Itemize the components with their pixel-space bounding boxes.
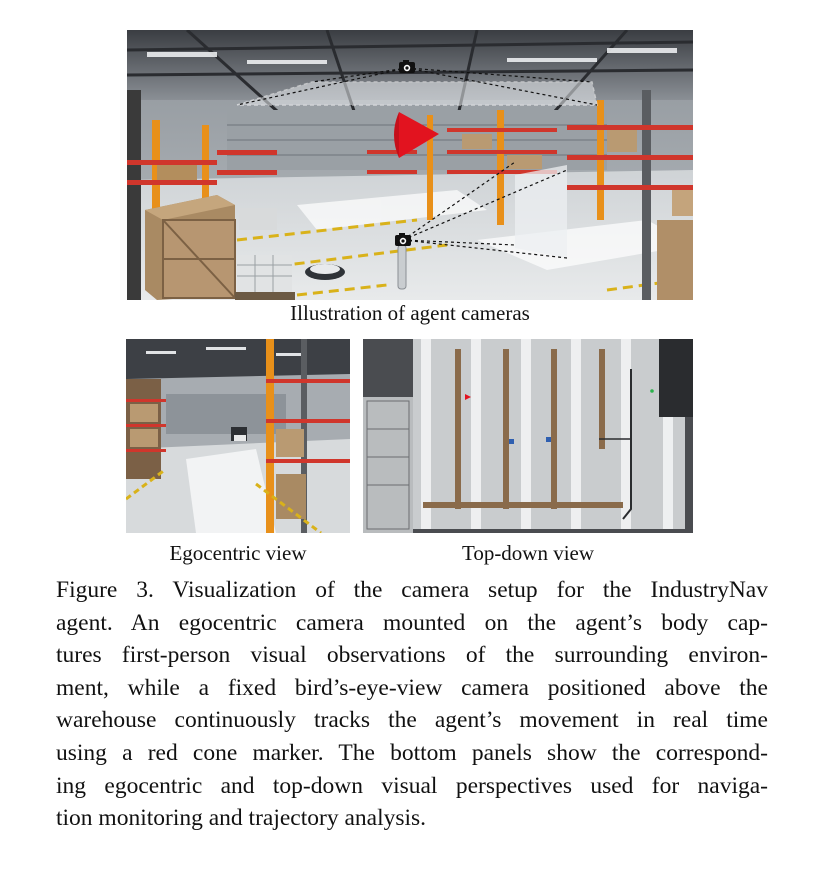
- egocentric-view-panel: [126, 339, 350, 533]
- caption-line: Figure 3. Visualization of the camera setup for the IndustryNav: [56, 577, 768, 603]
- figure-caption: [56, 574, 768, 835]
- topdown-view-image: [363, 339, 693, 533]
- topdown-view-panel: [363, 339, 693, 533]
- warehouse-illustration: [127, 30, 693, 300]
- caption-line: agent. An egocentric camera mounted on the agent’s body cap-: [56, 609, 768, 636]
- caption-line: ment, while a fixed bird’s-eye-view camera positioned above the: [56, 674, 768, 701]
- illustration-panel: [127, 30, 693, 300]
- caption-line: tures first-person visual observations of the surrounding environ-: [56, 642, 768, 669]
- topdown-caption: Top-down view: [461, 541, 595, 565]
- caption-line: ing egocentric and top-down visual perspectives used for naviga-: [56, 772, 768, 799]
- caption-line: tion monitoring and trajectory analysis.: [56, 805, 427, 832]
- egocentric-view-image: [126, 339, 350, 533]
- ego-view-plane: [515, 165, 567, 258]
- caption-line: warehouse continuously tracks the agent’s movement in real time: [56, 707, 768, 734]
- illustration-caption: Illustration of agent cameras: [290, 301, 530, 325]
- caption-line: using a red cone marker. The bottom panels show the correspond-: [56, 739, 768, 766]
- egocentric-caption: Egocentric view: [169, 541, 307, 565]
- agent-body: [398, 245, 406, 289]
